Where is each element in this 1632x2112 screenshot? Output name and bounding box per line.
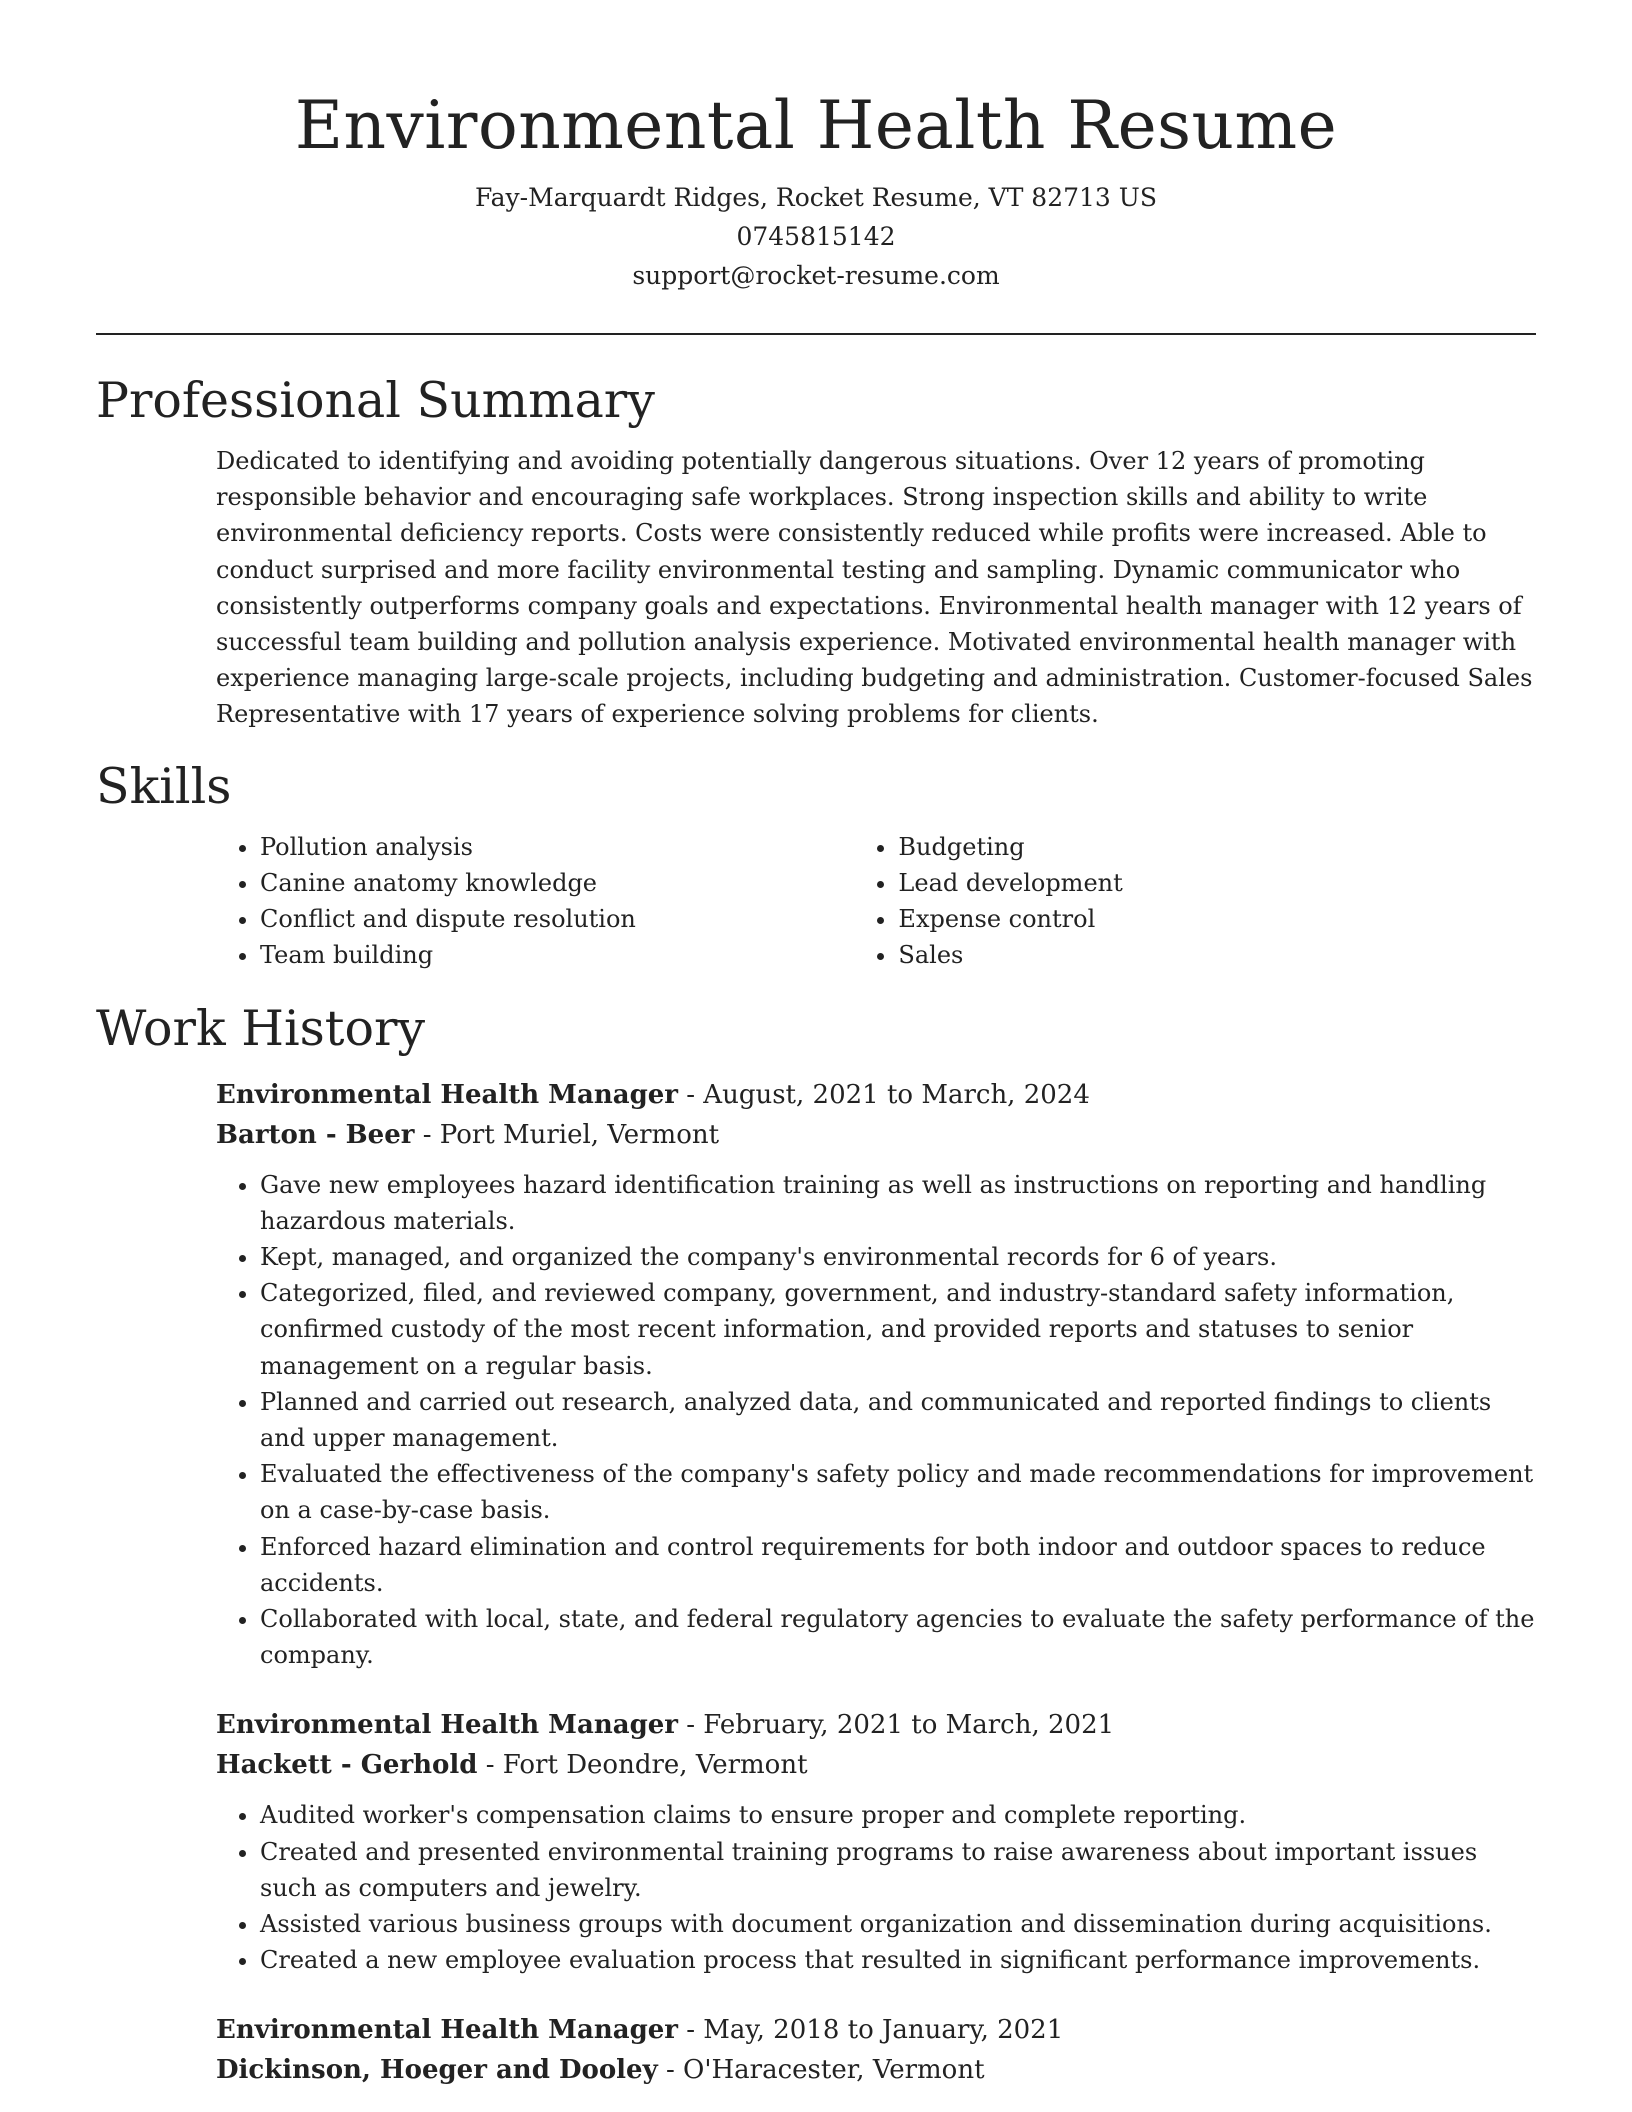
job-duties bbox=[216, 1167, 1536, 1674]
contact-info bbox=[96, 178, 1536, 295]
duty-item: • Categorized, filed, and reviewed company, government, and industry-standard safety information, confirmed custody of the most recent information, and provided reports and statuses to senior management on a regular basis. bbox=[260, 1275, 1536, 1384]
header-divider bbox=[96, 333, 1536, 335]
duty-item: • Planned and carried out research, analyzed data, and communicated and reported findings to clients and upper management. bbox=[260, 1384, 1536, 1456]
summary-text: Dedicated to identifying and avoiding potentially dangerous situations. Over 12 years of promoting responsible behavior and encouraging safe workplaces. Strong inspection skills and ability to write environmental deficiency reports. Costs were consistently reduced while profits were increased. Able to conduct surprised and more facility environmental testing and sampling. Dynamic communicator who consistently outperforms company goals and expectations. Environmental health manager with 12 years of successful team building and pollution analysis experience. Motivated environmental health manager with experience managing large-scale projects, including budgeting and administration. Customer-focused Sales Representative with 17 years of experience solving problems for clients. bbox=[216, 447, 1533, 729]
duty-item: • Created and presented environmental training programs to raise awareness about important issues such as computers and jewelry. bbox=[260, 1834, 1536, 1906]
job-entry bbox=[216, 1705, 1536, 1978]
job-company: Dickinson, Hoeger and Dooley bbox=[216, 2055, 658, 2086]
section-title-summary: Professional Summary bbox=[96, 372, 655, 429]
skills-column-1 bbox=[216, 829, 854, 973]
skills-list bbox=[216, 829, 1536, 973]
job-location: - Fort Deondre, Vermont bbox=[477, 1750, 808, 1781]
duty-item: • Assisted various business groups with document organization and dissemination during acquisitions. bbox=[260, 1906, 1536, 1942]
contact-phone: 0745815142 bbox=[736, 222, 896, 251]
duty-item: • Collaborated with local, state, and federal regulatory agencies to evaluate the safety performance of the company. bbox=[260, 1601, 1536, 1673]
duty-item: • Enforced hazard elimination and control requirements for both indoor and outdoor spaces to reduce accidents. bbox=[260, 1529, 1536, 1601]
duty-item: • Audited worker's compensation claims to ensure proper and complete reporting. bbox=[260, 1797, 1536, 1833]
skill-item: • Expense control bbox=[898, 901, 1536, 937]
job-company-line bbox=[216, 1115, 1536, 1155]
job-dates: - May, 2018 to January, 2021 bbox=[677, 2015, 1064, 2046]
job-company-line bbox=[216, 2050, 1536, 2090]
contact-email: support@rocket-resume.com bbox=[632, 261, 1000, 290]
skill-item: • Lead development bbox=[898, 865, 1536, 901]
duty-item: • Created a new employee evaluation process that resulted in significant performance improvements. bbox=[260, 1942, 1536, 1978]
job-company: Barton - Beer bbox=[216, 1119, 415, 1150]
job-title-line bbox=[216, 2010, 1536, 2050]
job-title: Environmental Health Manager bbox=[216, 1710, 678, 1741]
resume-header bbox=[96, 0, 1536, 295]
job-entry bbox=[216, 1075, 1536, 1674]
skill-item: • Conflict and dispute resolution bbox=[260, 901, 854, 937]
duty-item: • Gave new employees hazard identification training as well as instructions on reporting and handling hazardous materials. bbox=[260, 1167, 1536, 1239]
section-title-work-history: Work History bbox=[96, 999, 426, 1057]
skill-item: • Team building bbox=[260, 937, 854, 973]
skill-item: • Budgeting bbox=[898, 829, 1536, 865]
job-location: - O'Haracester, Vermont bbox=[657, 2055, 985, 2086]
section-title-skills: Skills bbox=[96, 757, 232, 815]
job-company-line bbox=[216, 1745, 1536, 1785]
job-location: - Port Muriel, Vermont bbox=[414, 1119, 720, 1150]
skills-column-2 bbox=[854, 829, 1536, 973]
job-title: Environmental Health Manager bbox=[216, 2015, 678, 2046]
job-dates: - August, 2021 to March, 2024 bbox=[677, 1079, 1090, 1110]
work-history-list bbox=[216, 1075, 1536, 2091]
resume-page bbox=[96, 0, 1536, 2090]
resume-title: Environmental Health Resume bbox=[294, 87, 1338, 164]
contact-address: Fay-Marquardt Ridges, Rocket Resume, VT 82713 US bbox=[475, 183, 1157, 212]
job-title-line bbox=[216, 1705, 1536, 1745]
skill-item: • Sales bbox=[898, 937, 1536, 973]
skill-item: • Canine anatomy knowledge bbox=[260, 865, 854, 901]
duty-item: • Evaluated the effectiveness of the company's safety policy and made recommendations for improvement on a case-by-case basis. bbox=[260, 1456, 1536, 1528]
job-dates: - February, 2021 to March, 2021 bbox=[677, 1710, 1115, 1741]
job-entry bbox=[216, 2010, 1536, 2090]
skill-item: • Pollution analysis bbox=[260, 829, 854, 865]
job-company: Hackett - Gerhold bbox=[216, 1750, 478, 1781]
job-title: Environmental Health Manager bbox=[216, 1079, 678, 1110]
job-title-line bbox=[216, 1075, 1536, 1115]
job-duties bbox=[216, 1797, 1536, 1978]
duty-item: • Kept, managed, and organized the company's environmental records for 6 of years. bbox=[260, 1239, 1536, 1275]
